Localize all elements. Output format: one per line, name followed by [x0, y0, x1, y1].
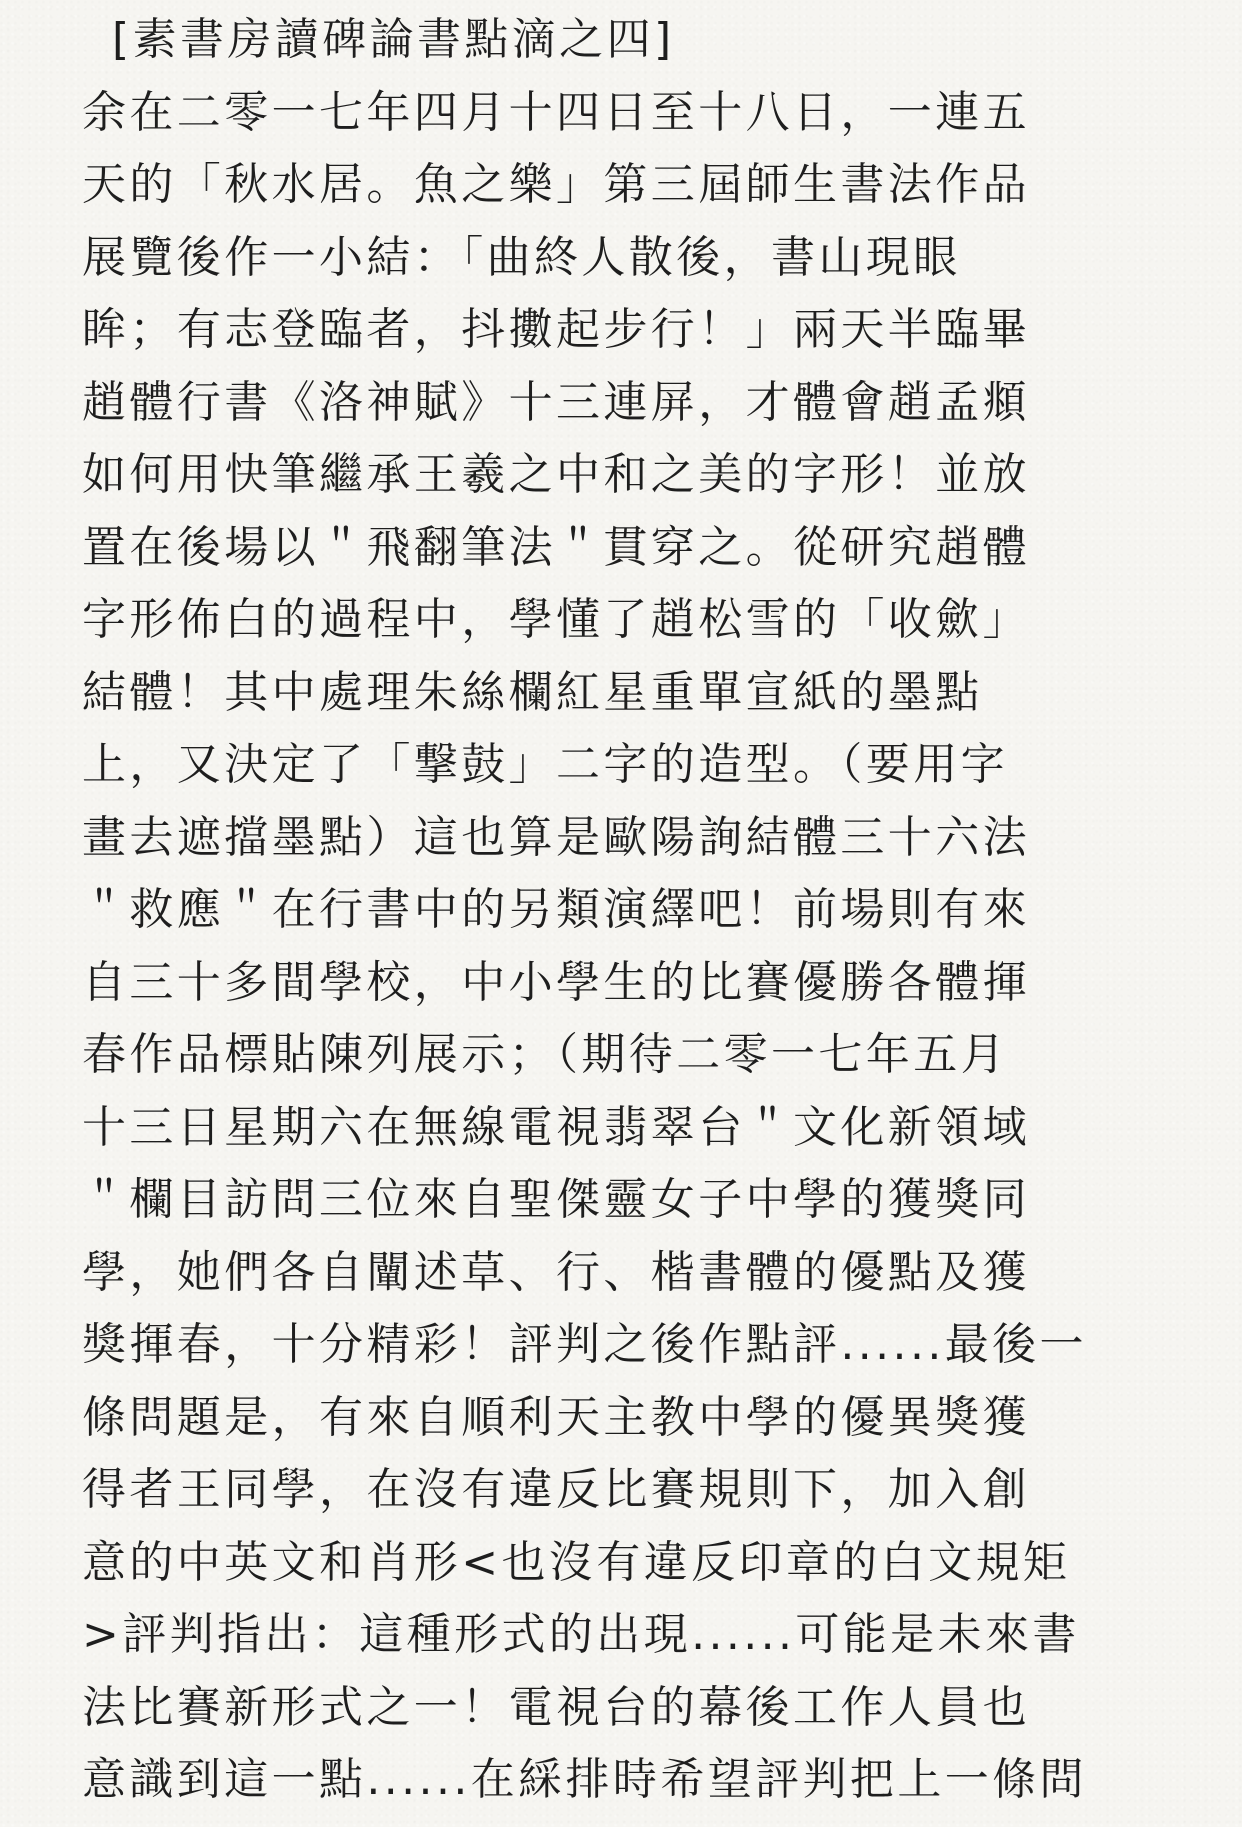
note-line: 趙體行書《洛神賦》十三連屏，才體會趙孟頫: [82, 377, 1030, 428]
note-line: 意識到這一點......在綵排時希望評判把上一條問: [82, 1754, 1087, 1805]
note-line: 結體！其中處理朱絲欄紅星重單宣紙的墨點: [82, 667, 983, 718]
note-line: 學，她們各自闡述草、行、楷書體的優點及獲: [82, 1247, 1030, 1298]
note-line: >評判指出：這種形式的出現......可能是未來書: [82, 1609, 1080, 1660]
note-line: 余在二零一七年四月十四日至十八日，一連五: [82, 87, 1030, 138]
note-line: 上，又決定了「撃鼓」二字的造型。（要用字: [82, 739, 1008, 790]
note-line: ＂救應＂在行書中的另類演繹吧！前場則有來: [82, 884, 1030, 935]
note-line: 十三日星期六在無線電視翡翠台＂文化新領域: [82, 1102, 1030, 1153]
note-line: 畫去遮擋墨點）這也算是歐陽詢結體三十六法: [82, 812, 1030, 863]
note-line: 條問題是，有來自順利天主教中學的優異獎獲: [82, 1392, 1030, 1443]
note-line: 置在後場以＂飛翻筆法＂貫穿之。從研究趙體: [82, 522, 1030, 573]
note-line: 獎揮春，十分精彩！評判之後作點評......最後一: [82, 1319, 1087, 1370]
note-title: [素書房讀碑論書點滴之四]: [112, 14, 675, 65]
note-line: 如何用快筆繼承王羲之中和之美的字形！並放: [82, 449, 1030, 500]
note-line: 意的中英文和肖形<也沒有違反印章的白文規矩: [82, 1537, 1071, 1588]
note-line: 字形佈白的過程中，學懂了趙松雪的「收歛」: [82, 594, 1030, 645]
note-line: 得者王同學，在沒有違反比賽規則下，加入創: [82, 1464, 1030, 1515]
note-line: 自三十多間學校，中小學生的比賽優勝各體揮: [82, 957, 1030, 1008]
note-line: ＂欄目訪問三位來自聖傑靈女子中學的獲獎同: [82, 1174, 1030, 1225]
note-line: 法比賽新形式之一！電視台的幕後工作人員也: [82, 1682, 1030, 1733]
note-line: 眸；有志登臨者，抖擻起步行！」兩天半臨畢: [82, 304, 1030, 355]
note-line: 展覽後作一小結：「曲終人散後，書山現眼: [82, 232, 961, 283]
note-line: 春作品標貼陳列展示；（期待二零一七年五月: [82, 1029, 1008, 1080]
note-line: 天的「秋水居。魚之樂」第三屆師生書法作品: [82, 159, 1030, 210]
